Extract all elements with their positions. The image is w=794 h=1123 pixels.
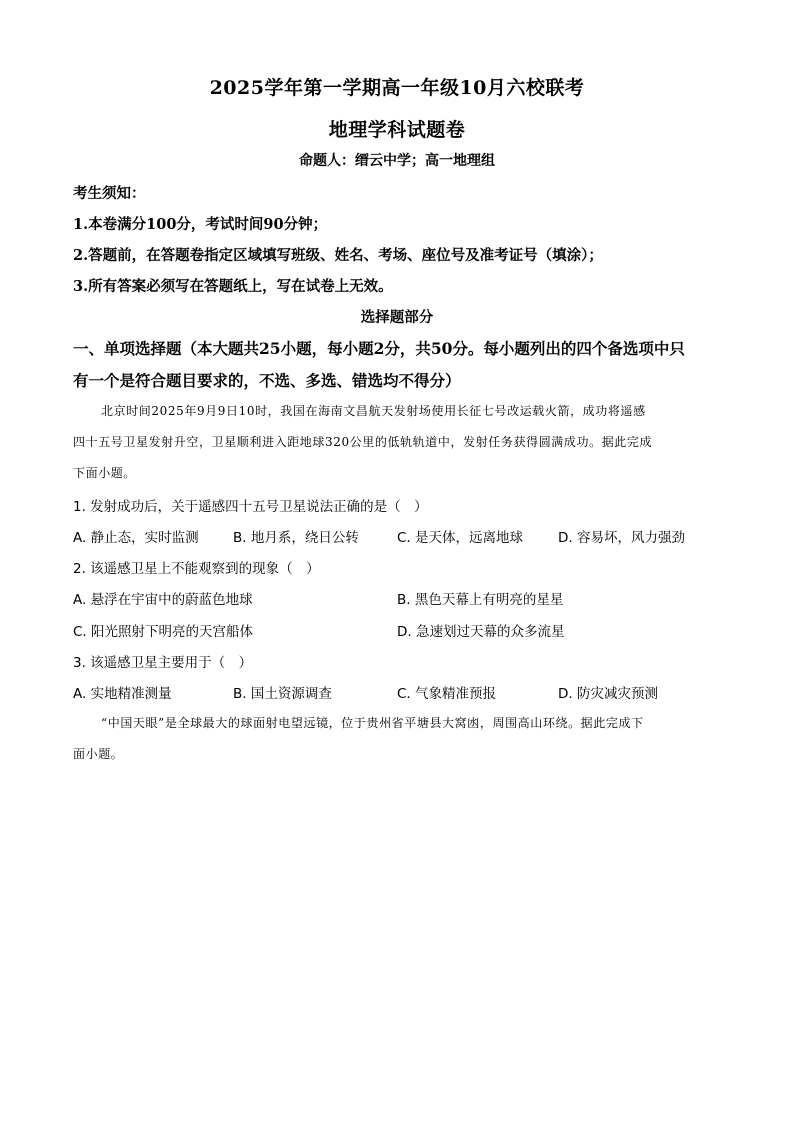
question-3-option-b: B. 国土资源调查 <box>233 686 332 702</box>
section-heading-line-1: 一、单项选择题（本大题共25小题，每小题2分，共50分。每小题列出的四个备选项中只 <box>73 339 685 358</box>
part-label: 选择题部分 <box>360 309 434 326</box>
passage2-line-2: 面小题。 <box>73 747 124 761</box>
notice-item-1: 1.本卷满分100分，考试时间90分钟； <box>73 216 328 233</box>
question-2-stem: 2. 该遥感卫星上不能观察到的现象（ ） <box>73 561 320 577</box>
question-1-stem: 1. 发射成功后，关于遥感四十五号卫星说法正确的是（ ） <box>73 499 428 515</box>
question-1-option-c: C. 是天体，远离地球 <box>397 530 524 546</box>
question-3-option-c: C. 气象精准预报 <box>397 686 497 702</box>
author-line: 命题人：缙云中学；高一地理组 <box>299 153 495 169</box>
question-3-option-a: A. 实地精准测量 <box>73 686 172 702</box>
question-2-option-c: C. 阳光照射下明亮的天宫船体 <box>73 624 254 640</box>
question-3-stem: 3. 该遥感卫星主要用于（ ） <box>73 655 253 671</box>
exam-subtitle: 地理学科试题卷 <box>328 119 466 141</box>
question-1-option-b: B. 地月系，绕日公转 <box>233 530 359 546</box>
notice-heading: 考生须知： <box>73 185 146 202</box>
question-1-option-d: D. 容易坏，风力强劲 <box>558 530 685 546</box>
passage2-line-1: “中国天眼”是全球最大的球面射电望远镜，位于贵州省平塘县大窝凼，周围高山环绕。据此完成下 <box>101 716 644 730</box>
notice-item-2: 2.答题前，在答题卷指定区域填写班级、姓名、考场、座位号及准考证号（填涂）； <box>73 247 603 264</box>
question-1-option-a: A. 静止态，实时监测 <box>73 530 199 546</box>
question-2-option-a: A. 悬浮在宇宙中的蔚蓝色地球 <box>73 592 253 608</box>
passage1-line-2: 四十五号卫星发射升空，卫星顺利进入距地球320公里的低轨轨道中，发射任务获得圆满成功。据此完成 <box>73 435 653 449</box>
question-2-option-d: D. 急速划过天幕的众多流星 <box>397 624 565 640</box>
section-heading-line-2: 有一个是符合题目要求的，不选、多选、错选均不得分） <box>73 371 461 390</box>
question-2-option-b: B. 黑色天幕上有明亮的星星 <box>397 592 564 608</box>
passage1-line-3: 下面小题。 <box>73 466 137 480</box>
passage1-line-1: 北京时间2025年9月9日10时，我国在海南文昌航天发射场使用长征七号改运载火箭，成功将遥感 <box>101 404 646 418</box>
notice-item-3: 3.所有答案必须写在答题纸上，写在试卷上无效。 <box>73 278 393 295</box>
question-3-option-d: D. 防灾减灾预测 <box>558 686 658 702</box>
exam-title: 2025学年第一学期高一年级10月六校联考 <box>209 77 585 99</box>
